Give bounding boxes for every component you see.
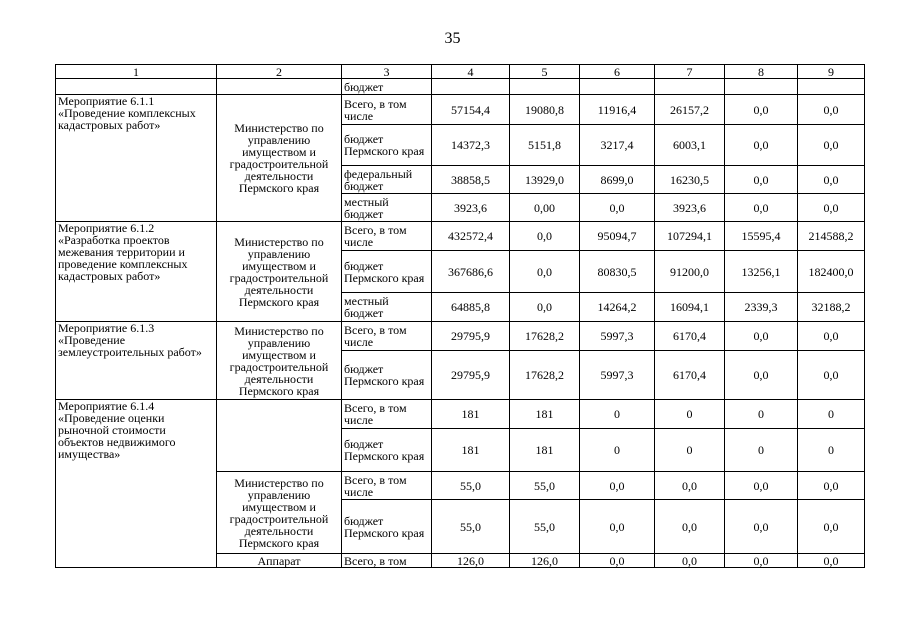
value-cell: 13256,1 (725, 251, 798, 293)
value-cell: 0 (725, 429, 798, 472)
measure-name: Мероприятие 6.1.4 «Проведение оценки рыночной стоимости объектов недвижимого имущества» (56, 400, 217, 568)
header-row (56, 65, 865, 79)
value-cell: 3217,4 (580, 125, 655, 166)
source-cell: Всего, в том числе (342, 322, 432, 351)
column-header: 1 (56, 65, 217, 79)
value-cell: 16094,1 (655, 293, 725, 322)
column-header: 6 (580, 65, 655, 79)
column-header: 4 (432, 65, 510, 79)
source-cell: бюджет (342, 79, 432, 95)
value-cell: 0 (580, 400, 655, 429)
value-cell: 0,0 (580, 554, 655, 568)
source-cell: Всего, в том числе (342, 222, 432, 251)
value-cell: 32188,2 (798, 293, 865, 322)
value-cell: 91200,0 (655, 251, 725, 293)
value-cell: 16230,5 (655, 166, 725, 194)
source-cell: Всего, в том числе (342, 472, 432, 500)
value-cell: 80830,5 (580, 251, 655, 293)
page-number: 35 (444, 30, 461, 47)
measure-name: Мероприятие 6.1.1 «Проведение комплексных кадастровых работ» (56, 95, 217, 222)
source-cell: бюджет Пермского края (342, 429, 432, 472)
value-cell: 29795,9 (432, 351, 510, 400)
value-cell: 19080,8 (510, 95, 580, 125)
value-cell: 0,0 (798, 500, 865, 554)
value-cell: 0,0 (510, 293, 580, 322)
column-header: 8 (725, 65, 798, 79)
responsible-org (217, 400, 342, 472)
value-cell: 126,0 (432, 554, 510, 568)
column-header: 3 (342, 65, 432, 79)
table-row (56, 322, 865, 351)
column-header: 5 (510, 65, 580, 79)
value-cell: 0,0 (725, 322, 798, 351)
value-cell: 432572,4 (432, 222, 510, 251)
value-cell: 17628,2 (510, 351, 580, 400)
value-cell: 15595,4 (725, 222, 798, 251)
value-cell: 3923,6 (655, 194, 725, 222)
value-cell: 0,0 (725, 500, 798, 554)
value-cell: 0,0 (798, 125, 865, 166)
source-cell: Всего, в том числе (342, 400, 432, 429)
value-cell: 0,0 (725, 554, 798, 568)
value-cell: 0,0 (725, 166, 798, 194)
source-cell: бюджет Пермского края (342, 500, 432, 554)
responsible-org: Аппарат (217, 554, 342, 568)
value-cell: 0,00 (510, 194, 580, 222)
value-cell: 64885,8 (432, 293, 510, 322)
value-cell: 214588,2 (798, 222, 865, 251)
value-cell: 367686,6 (432, 251, 510, 293)
source-cell: бюджет Пермского края (342, 125, 432, 166)
value-cell: 55,0 (510, 472, 580, 500)
responsible-org: Министерство по управлению имуществом и градостроительной деятельности Пермского края (217, 95, 342, 222)
value-cell: 107294,1 (655, 222, 725, 251)
value-cell: 14372,3 (432, 125, 510, 166)
value-cell: 0 (655, 429, 725, 472)
source-cell: Всего, в том (342, 554, 432, 568)
value-cell: 0,0 (798, 472, 865, 500)
value-cell: 0 (580, 429, 655, 472)
value-cell: 0,0 (725, 351, 798, 400)
value-cell: 6003,1 (655, 125, 725, 166)
source-cell: бюджет Пермского края (342, 351, 432, 400)
value-cell: 0,0 (580, 194, 655, 222)
value-cell: 0 (655, 400, 725, 429)
value-cell: 2339,3 (725, 293, 798, 322)
value-cell: 181 (510, 429, 580, 472)
value-cell: 26157,2 (655, 95, 725, 125)
value-cell: 181 (432, 429, 510, 472)
value-cell: 6170,4 (655, 322, 725, 351)
value-cell: 57154,4 (432, 95, 510, 125)
value-cell: 181 (432, 400, 510, 429)
value-cell: 0,0 (510, 222, 580, 251)
budget-table (55, 64, 865, 568)
value-cell: 0,0 (798, 554, 865, 568)
value-cell: 17628,2 (510, 322, 580, 351)
responsible-org: Министерство по управлению имуществом и градостроительной деятельности Пермского края (217, 222, 342, 322)
value-cell: 0,0 (725, 472, 798, 500)
column-header: 9 (798, 65, 865, 79)
responsible-org: Министерство по управлению имуществом и градостроительной деятельности Пермского края (217, 322, 342, 400)
value-cell: 0,0 (580, 472, 655, 500)
value-cell: 0,0 (510, 251, 580, 293)
value-cell: 13929,0 (510, 166, 580, 194)
value-cell: 5997,3 (580, 322, 655, 351)
value-cell: 0,0 (655, 472, 725, 500)
value-cell: 0,0 (798, 166, 865, 194)
value-cell: 0,0 (798, 194, 865, 222)
table-row (56, 222, 865, 251)
value-cell: 29795,9 (432, 322, 510, 351)
value-cell: 3923,6 (432, 194, 510, 222)
value-cell: 6170,4 (655, 351, 725, 400)
column-header: 2 (217, 65, 342, 79)
value-cell: 0,0 (725, 125, 798, 166)
value-cell: 55,0 (510, 500, 580, 554)
value-cell: 0,0 (725, 95, 798, 125)
value-cell: 181 (510, 400, 580, 429)
value-cell: 0,0 (725, 194, 798, 222)
value-cell: 0 (798, 429, 865, 472)
source-cell: федеральный бюджет (342, 166, 432, 194)
value-cell: 0 (798, 400, 865, 429)
source-cell: местный бюджет (342, 194, 432, 222)
table-row (56, 79, 865, 95)
table-row (56, 400, 865, 429)
source-cell: бюджет Пермского края (342, 251, 432, 293)
column-header: 7 (655, 65, 725, 79)
value-cell: 0,0 (655, 500, 725, 554)
value-cell: 11916,4 (580, 95, 655, 125)
value-cell: 55,0 (432, 472, 510, 500)
value-cell: 95094,7 (580, 222, 655, 251)
value-cell: 0 (725, 400, 798, 429)
source-cell: местный бюджет (342, 293, 432, 322)
value-cell: 55,0 (432, 500, 510, 554)
value-cell: 0,0 (798, 95, 865, 125)
value-cell: 126,0 (510, 554, 580, 568)
value-cell: 14264,2 (580, 293, 655, 322)
value-cell: 5151,8 (510, 125, 580, 166)
table-row (56, 95, 865, 125)
value-cell: 5997,3 (580, 351, 655, 400)
value-cell: 8699,0 (580, 166, 655, 194)
measure-name: Мероприятие 6.1.3 «Проведение землеустроительных работ» (56, 322, 217, 400)
value-cell: 0,0 (798, 351, 865, 400)
value-cell: 0,0 (580, 500, 655, 554)
measure-name: Мероприятие 6.1.2 «Разработка проектов межевания территории и проведение комплексных кадастровых работ» (56, 222, 217, 322)
source-cell: Всего, в том числе (342, 95, 432, 125)
responsible-org: Министерство по управлению имуществом и градостроительной деятельности Пермского края (217, 472, 342, 554)
value-cell: 182400,0 (798, 251, 865, 293)
value-cell: 0,0 (655, 554, 725, 568)
value-cell: 0,0 (798, 322, 865, 351)
value-cell: 38858,5 (432, 166, 510, 194)
